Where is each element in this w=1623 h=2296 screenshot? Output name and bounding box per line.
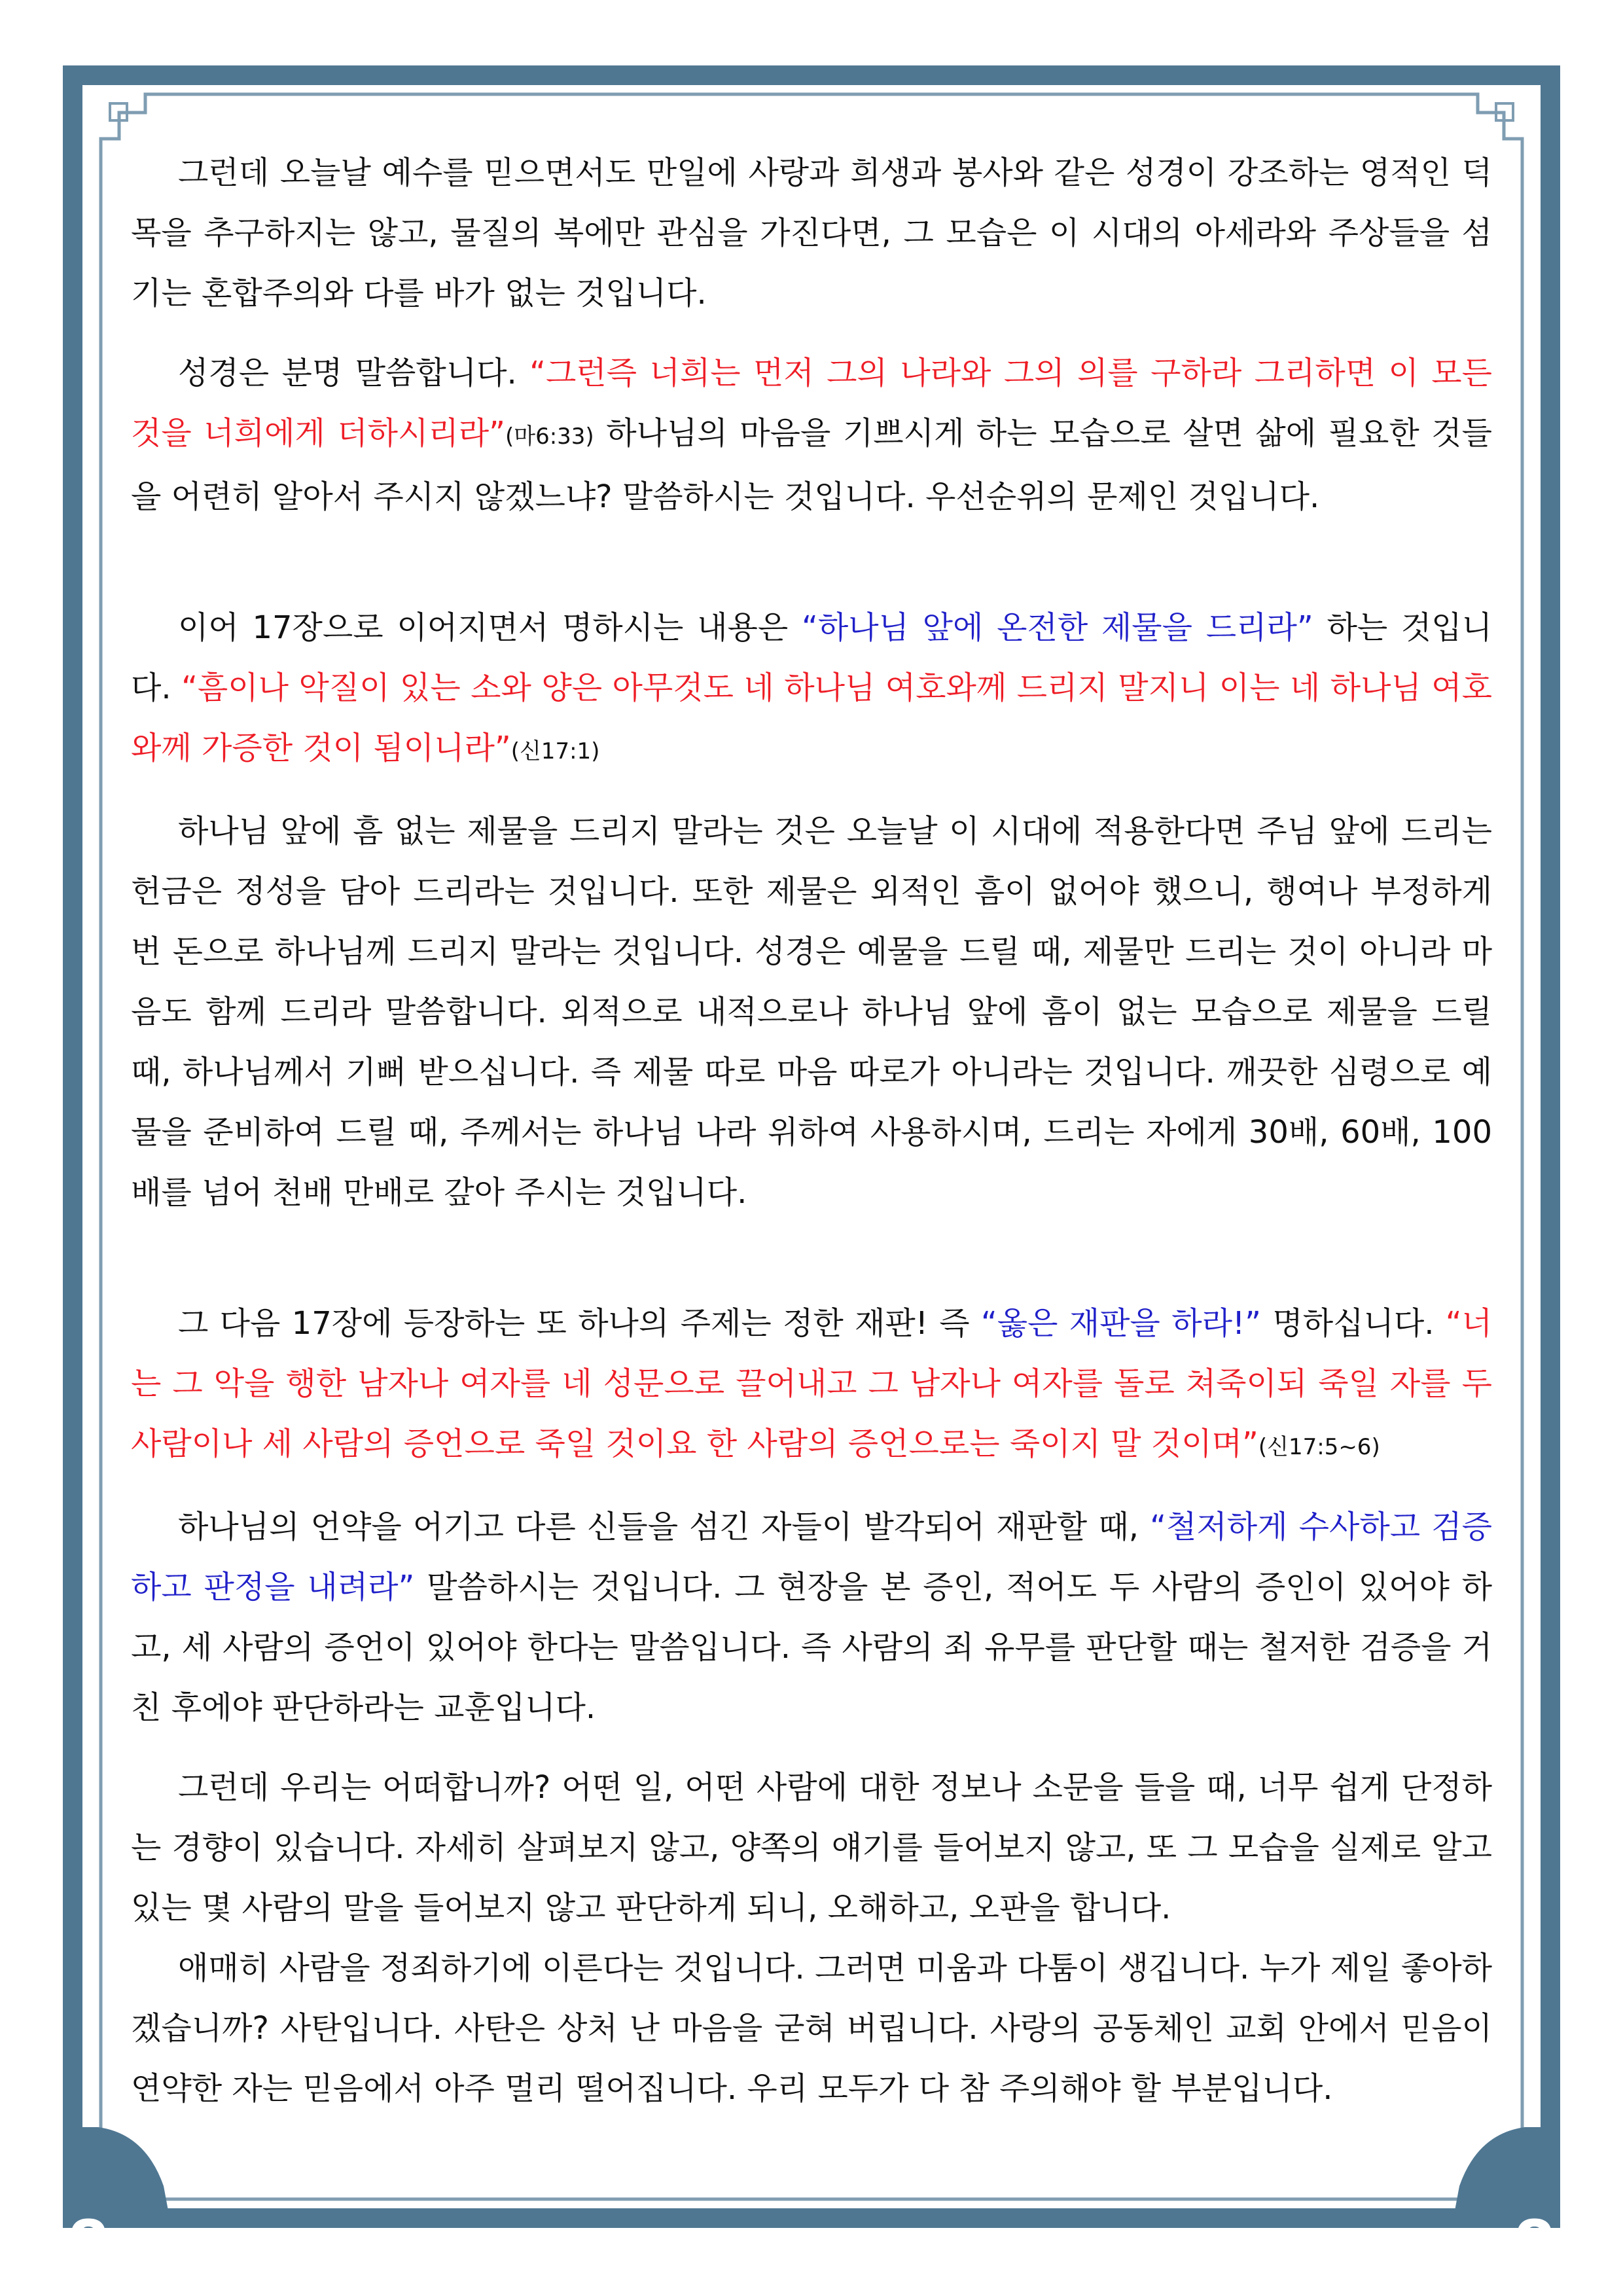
body-text: 명하십니다. xyxy=(1261,1305,1446,1342)
scripture-quote: “그런즉 너희는 먼저 그의 나라와 그의 의를 구하라 그리하면 이 모든 것을 너희에게 더하시리라” xyxy=(131,355,1492,452)
body-text: 하나님 앞에 흠 없는 제물을 드리지 말라는 것은 오늘날 이 시대에 적용한다면 주님 앞에 드리는 헌금은 정성을 담아 드리라는 것입니다. 또한 제물은 외적인 흠이 없어야 했으니, 행여나 부정하게 번 돈으로 하나님께 드리지 말라는 것입니다. 성경은 예물을 드릴 때, 제물만 드리는 것이 아니라 마음도 함께 드리라 말씀합니다. 외적으로 내적으로나 하나님 앞에 흠이 없는 모습으로 제물을 드릴 때, 하나님께서 기뻐 받으십니다. 즉 제물 따로 마음 따로가 아니라는 것입니다. 깨끗한 심령으로 예물을 준비하여 드릴 때, 주께서는 하나님 나라 위하여 사용하시며, 드리는 자에게 30배, 60배, 100배를 넘어 천배 만배로 갚아 주시는 것입니다. xyxy=(131,813,1492,1211)
body-text: 그런데 오늘날 예수를 믿으면서도 만일에 사랑과 희생과 봉사와 같은 성경이 강조하는 영적인 덕목을 추구하지는 않고, 물질의 복에만 관심을 가진다면, 그 모습은 이 시대의 아세라와 주상들을 섬기는 혼합주의와 다를 바가 없는 것입니다. xyxy=(131,154,1492,312)
body-text: 말씀하시는 것입니다. 그 현장을 본 증인, 적어도 두 사람의 증인이 있어야 하고, 세 사람의 증언이 있어야 한다는 말씀입니다. 즉 사람의 죄 유무를 판단할 때는 철저한 검증을 거친 후에야 판단하라는 교훈입니다. xyxy=(131,1569,1493,1726)
scripture-quote: “흠이나 악질이 있는 소와 양은 아무것도 네 하나님 여호와께 드리지 말지니 이는 네 하나님 여호와께 가증한 것이 됨이니라” xyxy=(131,670,1492,766)
body-text: 애매히 사람을 정죄하기에 이른다는 것입니다. 그러면 미움과 다툼이 생깁니다. 누가 제일 좋아하겠습니까? 사탄입니다. 사탄은 상처 난 마음을 굳혀 버립니다. 사랑의 공동체인 교회 안에서 믿음이 연약한 자는 믿음에서 아주 멀리 떨어집니다. 우리 모두가 다 참 주의해야 할 부분입니다. xyxy=(131,1950,1492,2107)
body-text: 하는 것입니다. xyxy=(131,609,1493,706)
document-body xyxy=(131,143,1492,2119)
paragraph xyxy=(131,1757,1492,1938)
paragraph xyxy=(131,1938,1492,2119)
paragraph xyxy=(131,143,1492,323)
body-text: 그런데 우리는 어떠합니까? 어떤 일, 어떤 사람에 대한 정보나 소문을 들을 때, 너무 쉽게 단정하는 경향이 있습니다. 자세히 살펴보지 않고, 양쪽의 얘기를 들어보지 않고, 또 그 모습을 실제로 알고 있는 몇 사람의 말을 들어보지 않고 판단하게 되니, 오해하고, 오판을 합니다. xyxy=(131,1769,1492,1926)
page-number-right: 2 xyxy=(1514,2204,1555,2286)
verse-reference: (신17:1) xyxy=(510,738,600,764)
page-number-left: 2 xyxy=(68,2204,109,2286)
paragraph xyxy=(131,1293,1492,1477)
body-text: 그 다음 17장에 등장하는 또 하나의 주제는 정한 재판! 즉 xyxy=(178,1305,981,1342)
body-text: 이어 17장으로 이어지면서 명하시는 내용은 xyxy=(178,609,802,646)
verse-reference: (신17:5~6) xyxy=(1258,1434,1380,1460)
scripture-quote: “너는 그 악을 행한 남자나 여자를 네 성문으로 끌어내고 그 남자나 여자를 돌로 쳐죽이되 죽일 자를 두 사람이나 세 사람의 증언으로 죽일 것이요 한 사람의 증언으로는 죽이지 말 것이며” xyxy=(131,1305,1492,1462)
paragraph xyxy=(131,1497,1492,1738)
verse-reference: (마6:33) xyxy=(505,423,594,450)
paragraph xyxy=(131,343,1492,527)
body-text: 하나님의 마음을 기쁘시게 하는 모습으로 살면 삶에 필요한 것들을 어련히 알아서 주시지 않겠느냐? 말씀하시는 것입니다. 우선순위의 문제인 것입니다. xyxy=(131,415,1492,515)
body-text: 하나님의 언약을 어기고 다른 신들을 섬긴 자들이 발각되어 재판할 때, xyxy=(178,1509,1150,1545)
body-text: 성경은 분명 말씀합니다. xyxy=(178,355,530,391)
paragraph xyxy=(131,801,1492,1223)
command-quote: “하나님 앞에 온전한 제물을 드리라” xyxy=(801,609,1313,646)
command-quote: “옳은 재판을 하라!” xyxy=(980,1305,1262,1342)
command-quote: “철저하게 수사하고 검증하고 판정을 내려라” xyxy=(131,1509,1492,1605)
paragraph xyxy=(131,598,1492,781)
